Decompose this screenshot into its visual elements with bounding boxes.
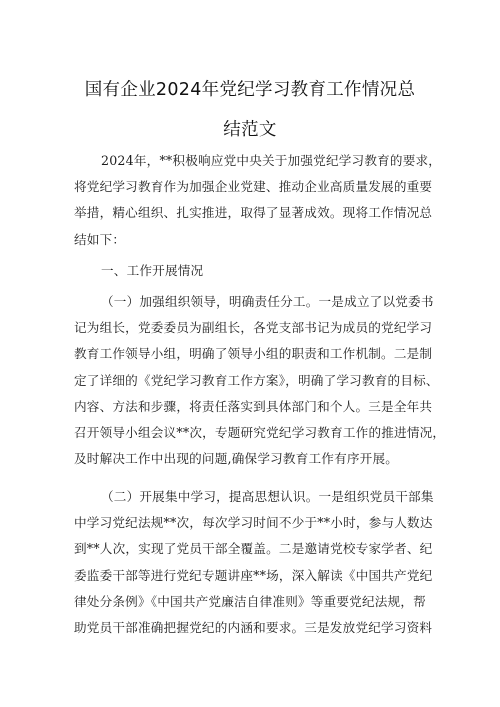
- text-line: 举措，精心组织、扎实推进，取得了显著成效。现将工作情况总: [74, 205, 433, 221]
- text-line: 律处分条例》《中国共产党廉洁自律准则》等重要党纪法规，帮: [74, 593, 426, 609]
- text-line: 召开领导小组会议**次，专题研究党纪学习教育工作的推进情况，: [74, 424, 446, 440]
- section-paragraph: [74, 484, 446, 641]
- text-line: 结如下：: [74, 231, 126, 247]
- text-line: 助党员干部准确把握党纪的内涵和要求。三是发放党纪学习资料: [74, 619, 433, 635]
- text-line: 中学习党纪法规**次，每次学习时间不少于**小时，参与人数达: [74, 515, 433, 531]
- text-line: 及时解决工作中出现的问题,确保学习教育工作有序开展。: [74, 451, 399, 467]
- text-line: 2024年，**积极响应党中央关于加强党纪学习教育的要求，: [101, 153, 442, 168]
- section-heading-text: 一、工作开展情况: [101, 263, 204, 278]
- text-line: 记为组长，党委委员为副组长，各党支部书记为成员的党纪学习: [74, 320, 433, 336]
- document-title-line-1: 国有企业2024年党纪学习教育工作情况总: [84, 80, 416, 100]
- text-line: 教育工作领导小组，明确了领导小组的职责和工作机制。二是制: [74, 346, 433, 362]
- text-line: 定了详细的《党纪学习教育工作方案》，明确了学习教育的目标、: [74, 372, 439, 388]
- text-line: 将党纪学习教育作为加强企业党建、推动企业高质量发展的重要: [74, 179, 433, 195]
- section-heading: [74, 258, 446, 284]
- intro-paragraph: [74, 148, 446, 253]
- text-line: 到**人次，实现了党员干部全覆盖。二是邀请党校专家学者、纪: [74, 541, 433, 557]
- text-line: 内容、方法和步骤，将责任落实到具体部门和个人。三是全年共: [74, 398, 433, 414]
- text-line: 委监委干部等进行党纪专题讲座**场，深入解读《中国共产党纪: [74, 567, 433, 583]
- section-paragraph: [74, 289, 446, 472]
- text-line: （一）加强组织领导，明确责任分工。一是成立了以党委书: [101, 294, 434, 309]
- text-line: （二）开展集中学习，提高思想认识。一是组织党员干部集: [101, 489, 434, 504]
- document-title-line-2: 结范文: [223, 120, 277, 140]
